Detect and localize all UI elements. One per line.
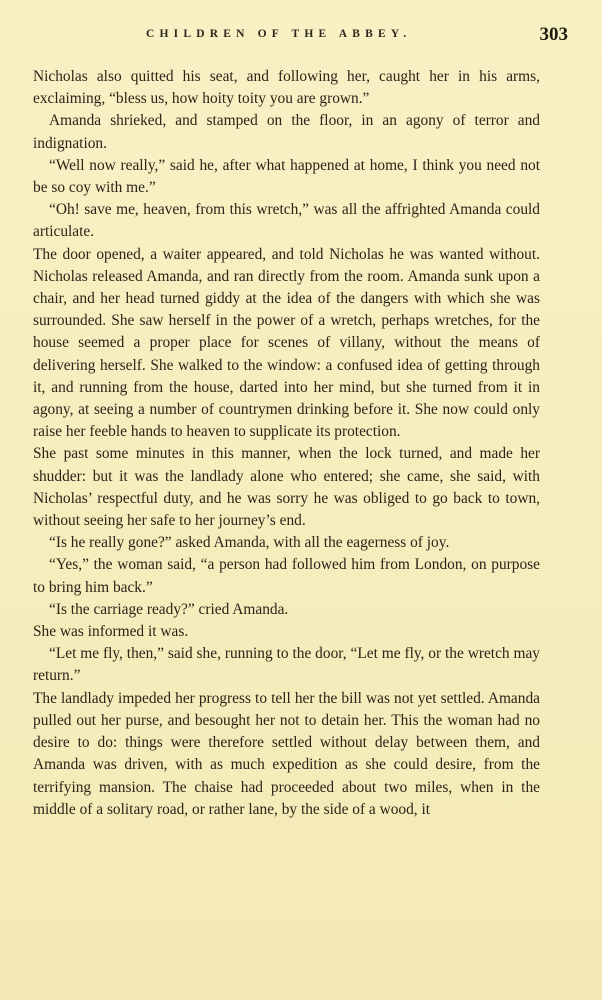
paragraph: “Well now really,” said he, after what happened at home, I think you need not be so coy with me.” — [33, 156, 540, 197]
paragraph: “Let me fly, then,” said she, running to the door, “Let me fly, or the wretch may return.” — [33, 645, 540, 685]
paragraph: “Is he really gone?” asked Amanda, with all the eagerness of joy. — [49, 534, 450, 552]
paragraph: She was informed it was. — [33, 623, 189, 641]
paragraph: “Yes,” the woman said, “a person had followed him from London, on purpose to bring him back.” — [33, 556, 540, 596]
paragraph: “Is the carriage ready?” cried Amanda. — [49, 600, 289, 618]
paragraph: “Oh! save me, heaven, from this wretch,” was all the affrighted Amanda could articulate. — [33, 201, 540, 241]
paragraph: She past some minutes in this manner, when the lock turned, and made her shudder: but it was the landlady alone who entered; she came, she said, with Nicholas’ respectful duty, and he was sorry he was obliged to go back to town, without seeing her safe to her journey’s end. — [33, 445, 540, 530]
paragraph: Nicholas also quitted his seat, and following her, caught her in his arms, exclaiming, “bless us, how hoity toity you are grown.” — [33, 68, 540, 108]
running-title: CHILDREN OF THE ABBEY. — [146, 28, 412, 40]
paragraph: The landlady impeded her progress to tell her the bill was not yet settled. Amanda pulled out her purse, and besought her not to detain her. This the woman had no desire to do: things were therefore settled without delay between them, and Amanda was driven, with as much expedition as she could desire, from the terrifying mansion. The chaise had proceeded about two miles, when in the middle of a solitary road, or rather lane, by the side of a wood, it — [33, 689, 540, 818]
body-text — [33, 66, 540, 821]
page-number: 303 — [539, 24, 568, 45]
paragraph: Amanda shrieked, and stamped on the floor, in an agony of terror and indignation. — [33, 112, 540, 152]
paragraph: The door opened, a waiter appeared, and told Nicholas he was wanted without. Nicholas released Amanda, and ran directly from the room. Amanda sunk upon a chair, and her head turned giddy at the idea of the dangers with which she was surrounded. She saw herself in the power of a wretch, perhaps wretches, for the house seemed a proper place for scenes of villany, without the means of delivering herself. She walked to the window: a confused idea of getting through it, and running from the house, darted into her mind, but she turned from it in agony, at seeing a number of countrymen drinking before it. She now could only raise her feeble hands to heaven to supplicate its protection. — [33, 245, 540, 441]
